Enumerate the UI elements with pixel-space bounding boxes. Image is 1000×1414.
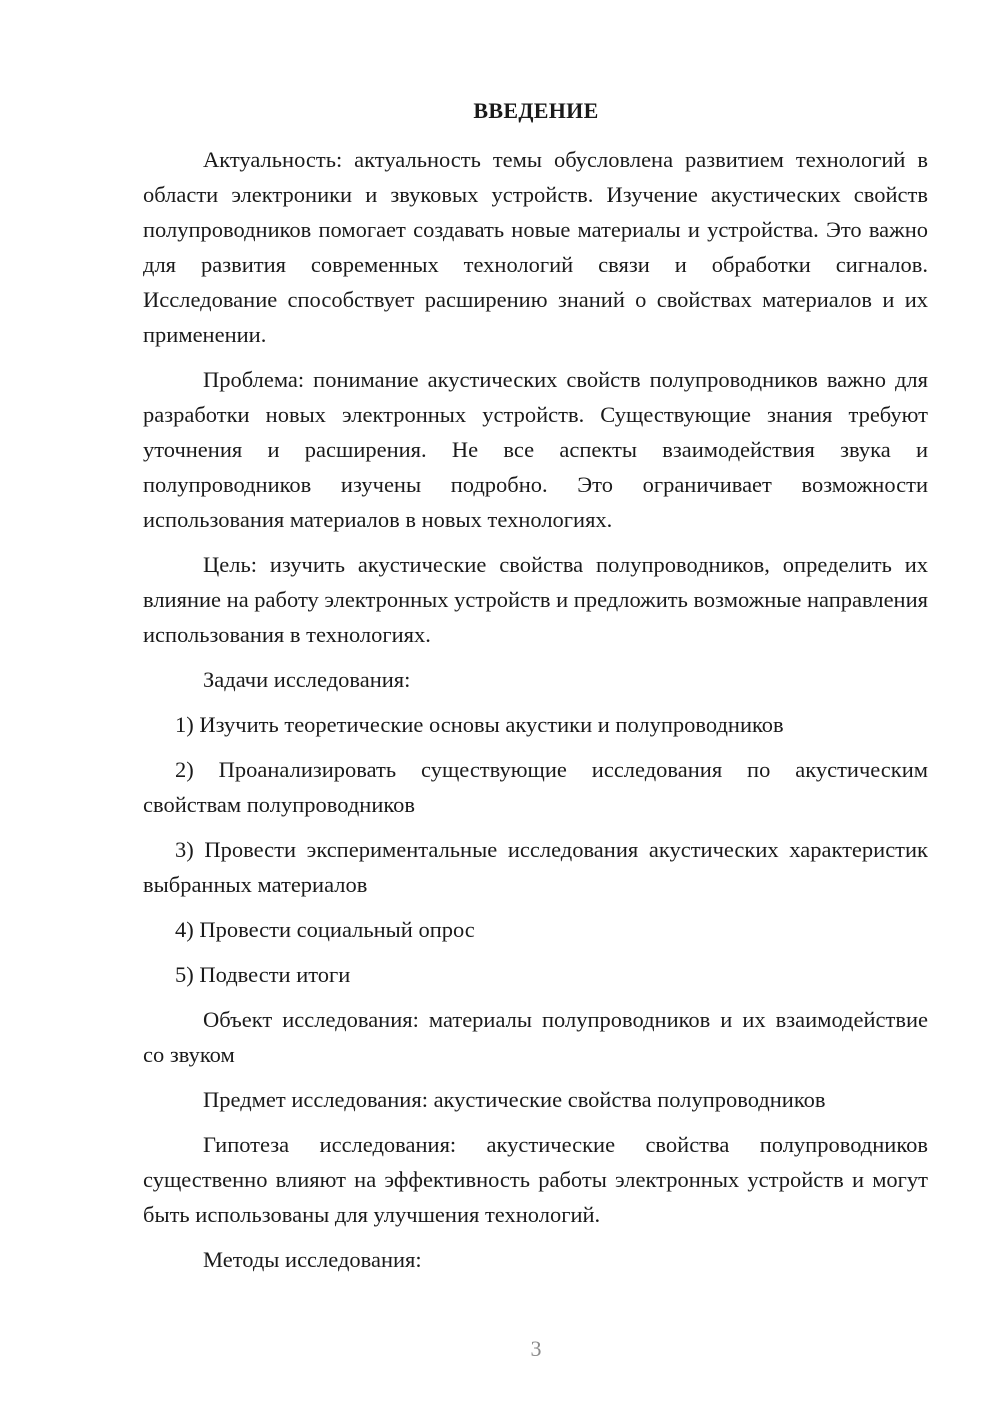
paragraph-problem: Проблема: понимание акустических свойств полупроводников важно для разработки новых электронных устройств. Существующие знания требуют уточнения и расширения. Не все аспекты взаимодействия звука и полупроводников изучены подробно. Это ограничивает возможности использования материалов в новых технологиях. bbox=[143, 367, 928, 532]
paragraph-relevance: Актуальность: актуальность темы обусловлена развитием технологий в области электроники и звуковых устройств. Изучение акустических свойств полупроводников помогает создавать новые материалы и устройства. Это важно для развития современных технологий связи и обработки сигналов. Исследование способствует расширению знаний о свойствах материалов и их применении. bbox=[143, 147, 928, 347]
task-item-5: 5) Подвести итоги bbox=[175, 962, 351, 987]
paragraph-methods: Методы исследования: bbox=[203, 1247, 422, 1272]
page-number: 3 bbox=[530, 1336, 542, 1361]
task-item-1: 1) Изучить теоретические основы акустики и полупроводников bbox=[175, 712, 784, 737]
paragraph-object: Объект исследования: материалы полупроводников и их взаимодействие со звуком bbox=[143, 1007, 928, 1067]
paragraph-goal: Цель: изучить акустические свойства полупроводников, определить их влияние на работу электронных устройств и предложить возможные направления использования в технологиях. bbox=[143, 552, 928, 647]
paragraph-hypothesis: Гипотеза исследования: акустические свойства полупроводников существенно влияют на эффективность работы электронных устройств и могут быть использованы для улучшения технологий. bbox=[143, 1132, 928, 1227]
paragraph-subject: Предмет исследования: акустические свойства полупроводников bbox=[203, 1087, 826, 1112]
task-item-4: 4) Провести социальный опрос bbox=[175, 917, 475, 942]
paragraph-tasks-heading: Задачи исследования: bbox=[203, 667, 411, 692]
document-body bbox=[143, 142, 928, 1287]
section-heading: ВВЕДЕНИЕ bbox=[473, 98, 599, 123]
task-item-3: 3) Провести экспериментальные исследования акустических характеристик выбранных материалов bbox=[143, 837, 928, 897]
task-item-2: 2) Проанализировать существующие исследования по акустическим свойствам полупроводников bbox=[143, 757, 928, 817]
